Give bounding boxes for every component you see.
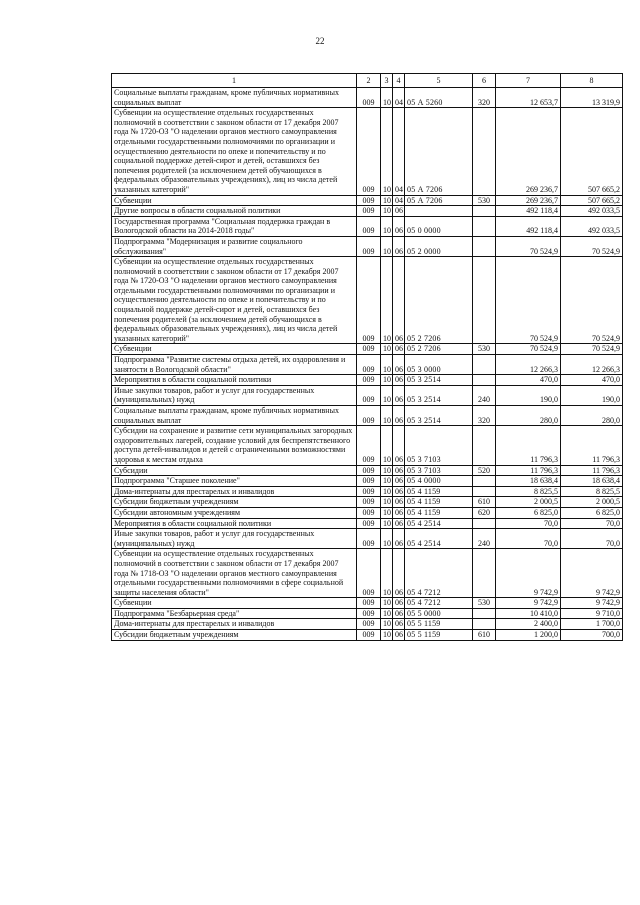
target-article: 05 3 7103 (405, 426, 473, 465)
section-code: 10 (381, 619, 393, 630)
row-description: Иные закупки товаров, работ и услуг для государственных (муниципальных) нужд (112, 529, 357, 549)
section-code: 10 (381, 385, 393, 405)
table-row (112, 465, 623, 476)
section-code: 10 (381, 257, 393, 344)
section-code: 10 (381, 375, 393, 386)
row-description: Государственная программа "Социальная поддержка граждан в Вологодской области на 2014-2018 годы" (112, 216, 357, 236)
section-code: 10 (381, 206, 393, 217)
amount-year-1: 470,0 (496, 375, 561, 386)
row-description: Субвенции (112, 598, 357, 609)
amount-year-1: 492 118,4 (496, 206, 561, 217)
amount-year-1: 70 524,9 (496, 344, 561, 355)
table-row (112, 88, 623, 108)
section-code: 10 (381, 486, 393, 497)
table-row (112, 630, 623, 641)
row-description: Субсидии бюджетным учреждениям (112, 497, 357, 508)
target-article: 05 2 7206 (405, 257, 473, 344)
ministry-code: 009 (357, 486, 381, 497)
ministry-code: 009 (357, 507, 381, 518)
ministry-code: 009 (357, 375, 381, 386)
row-description: Субсидии (112, 465, 357, 476)
row-description: Социальные выплаты гражданам, кроме публичных нормативных социальных выплат (112, 406, 357, 426)
amount-year-1: 6 825,0 (496, 507, 561, 518)
amount-year-1: 190,0 (496, 385, 561, 405)
row-description: Мероприятия в области социальной политики (112, 518, 357, 529)
section-code: 10 (381, 426, 393, 465)
table-row (112, 476, 623, 487)
amount-year-1: 492 118,4 (496, 216, 561, 236)
column-header: 4 (393, 74, 405, 88)
amount-year-2: 470,0 (561, 375, 623, 386)
target-article: 05 3 0000 (405, 355, 473, 375)
budget-table (111, 73, 623, 641)
target-article: 05 0 0000 (405, 216, 473, 236)
column-header: 3 (381, 74, 393, 88)
section-code: 10 (381, 598, 393, 609)
target-article: 05 4 1159 (405, 486, 473, 497)
table-row (112, 486, 623, 497)
target-article: 05 3 2514 (405, 406, 473, 426)
subsection-code: 04 (393, 108, 405, 195)
amount-year-1: 11 796,3 (496, 426, 561, 465)
section-code: 10 (381, 476, 393, 487)
section-code: 10 (381, 355, 393, 375)
amount-year-2: 11 796,3 (561, 465, 623, 476)
table-row (112, 257, 623, 344)
target-article: 05 А 7206 (405, 108, 473, 195)
amount-year-2: 2 000,5 (561, 497, 623, 508)
table-row (112, 236, 623, 256)
page-number: 22 (315, 36, 325, 46)
subsection-code: 04 (393, 195, 405, 206)
expense-type: 530 (473, 344, 496, 355)
amount-year-2: 70 524,9 (561, 257, 623, 344)
ministry-code: 009 (357, 344, 381, 355)
expense-type (473, 518, 496, 529)
amount-year-1: 9 742,9 (496, 549, 561, 598)
target-article: 05 3 7103 (405, 465, 473, 476)
subsection-code: 06 (393, 206, 405, 217)
column-header: 2 (357, 74, 381, 88)
amount-year-1: 280,0 (496, 406, 561, 426)
row-description: Дома-интернаты для престарелых и инвалидов (112, 619, 357, 630)
amount-year-2: 70 524,9 (561, 236, 623, 256)
ministry-code: 009 (357, 619, 381, 630)
row-description: Субсидии автономным учреждениям (112, 507, 357, 518)
target-article: 05 4 2514 (405, 529, 473, 549)
ministry-code: 009 (357, 497, 381, 508)
expense-type: 320 (473, 88, 496, 108)
amount-year-1: 269 236,7 (496, 108, 561, 195)
ministry-code: 009 (357, 426, 381, 465)
row-description: Другие вопросы в области социальной политики (112, 206, 357, 217)
amount-year-2: 11 796,3 (561, 426, 623, 465)
table-row (112, 355, 623, 375)
table-row (112, 529, 623, 549)
amount-year-2: 492 033,5 (561, 216, 623, 236)
row-description: Мероприятия в области социальной политики (112, 375, 357, 386)
subsection-code: 06 (393, 355, 405, 375)
subsection-code: 06 (393, 608, 405, 619)
expense-type (473, 257, 496, 344)
column-header: 5 (405, 74, 473, 88)
section-code: 10 (381, 108, 393, 195)
subsection-code: 06 (393, 344, 405, 355)
ministry-code: 009 (357, 385, 381, 405)
amount-year-1: 9 742,9 (496, 598, 561, 609)
column-header: 7 (496, 74, 561, 88)
row-description: Подпрограмма "Безбарьерная среда" (112, 608, 357, 619)
row-description: Субвенции (112, 344, 357, 355)
row-description: Подпрограмма "Старшее поколение" (112, 476, 357, 487)
expense-type (473, 608, 496, 619)
subsection-code: 06 (393, 257, 405, 344)
section-code: 10 (381, 236, 393, 256)
ministry-code: 009 (357, 257, 381, 344)
expense-type: 530 (473, 195, 496, 206)
subsection-code: 06 (393, 375, 405, 386)
section-code: 10 (381, 507, 393, 518)
amount-year-2: 9 710,0 (561, 608, 623, 619)
subsection-code: 06 (393, 549, 405, 598)
section-code: 10 (381, 465, 393, 476)
table-row (112, 344, 623, 355)
target-article: 05 5 1159 (405, 630, 473, 641)
target-article: 05 5 1159 (405, 619, 473, 630)
amount-year-2: 492 033,5 (561, 206, 623, 217)
table-row (112, 497, 623, 508)
column-header: 8 (561, 74, 623, 88)
amount-year-2: 70,0 (561, 529, 623, 549)
row-description: Субвенции (112, 195, 357, 206)
subsection-code: 06 (393, 619, 405, 630)
table-row (112, 549, 623, 598)
ministry-code: 009 (357, 529, 381, 549)
amount-year-2: 280,0 (561, 406, 623, 426)
section-code: 10 (381, 216, 393, 236)
amount-year-1: 2 000,5 (496, 497, 561, 508)
target-article: 05 4 2514 (405, 518, 473, 529)
section-code: 10 (381, 608, 393, 619)
table-row (112, 507, 623, 518)
subsection-code: 06 (393, 465, 405, 476)
ministry-code: 009 (357, 216, 381, 236)
target-article: 05 4 7212 (405, 549, 473, 598)
ministry-code: 009 (357, 195, 381, 206)
amount-year-2: 507 665,2 (561, 108, 623, 195)
amount-year-2: 190,0 (561, 385, 623, 405)
ministry-code: 009 (357, 108, 381, 195)
expense-type (473, 486, 496, 497)
amount-year-2: 12 266,3 (561, 355, 623, 375)
ministry-code: 009 (357, 236, 381, 256)
row-description: Подпрограмма "Развитие системы отдыха детей, их оздоровления и занятости в Вологодской области" (112, 355, 357, 375)
column-header: 1 (112, 74, 357, 88)
amount-year-2: 8 825,5 (561, 486, 623, 497)
target-article (405, 206, 473, 217)
row-description: Субвенции на осуществление отдельных государственных полномочий в соответствии с законом области от 17 декабря 2007 года № 1720-ОЗ "О наделении органов местного самоуправления отдельными государственными полномочиями по организации и осуществлению деятельности по опеке и попечительству и по социальной поддержке детей-сирот и детей, оставшихся без попечения родителей (за исключением детей обучающихся в федеральных образовательных учреждениях), лиц из числа детей указанных категорий" (112, 108, 357, 195)
row-description: Дома-интернаты для престарелых и инвалидов (112, 486, 357, 497)
section-code: 10 (381, 529, 393, 549)
expense-type (473, 108, 496, 195)
column-header: 6 (473, 74, 496, 88)
row-description: Субсидии на сохранение и развитие сети муниципальных загородных оздоровительных лагерей, создание условий для беспрепятственного доступа детей-инвалидов и детей с ограниченными возможностями здоровья к местам отдыха (112, 426, 357, 465)
expense-type (473, 375, 496, 386)
amount-year-1: 70 524,9 (496, 236, 561, 256)
amount-year-1: 2 400,0 (496, 619, 561, 630)
expense-type (473, 236, 496, 256)
amount-year-2: 1 700,0 (561, 619, 623, 630)
amount-year-1: 18 638,4 (496, 476, 561, 487)
target-article: 05 А 7206 (405, 195, 473, 206)
subsection-code: 06 (393, 507, 405, 518)
expense-type: 520 (473, 465, 496, 476)
table-row (112, 426, 623, 465)
subsection-code: 06 (393, 236, 405, 256)
expense-type: 610 (473, 497, 496, 508)
target-article: 05 3 2514 (405, 385, 473, 405)
amount-year-2: 18 638,4 (561, 476, 623, 487)
section-code: 10 (381, 518, 393, 529)
amount-year-1: 12 653,7 (496, 88, 561, 108)
row-description: Иные закупки товаров, работ и услуг для государственных (муниципальных) нужд (112, 385, 357, 405)
amount-year-2: 9 742,9 (561, 549, 623, 598)
row-description: Социальные выплаты гражданам, кроме публичных нормативных социальных выплат (112, 88, 357, 108)
ministry-code: 009 (357, 598, 381, 609)
subsection-code: 06 (393, 598, 405, 609)
amount-year-1: 269 236,7 (496, 195, 561, 206)
table-row (112, 195, 623, 206)
table-row (112, 598, 623, 609)
table-row (112, 206, 623, 217)
amount-year-1: 70 524,9 (496, 257, 561, 344)
amount-year-2: 70 524,9 (561, 344, 623, 355)
expense-type (473, 476, 496, 487)
target-article: 05 2 7206 (405, 344, 473, 355)
table-row (112, 385, 623, 405)
amount-year-1: 8 825,5 (496, 486, 561, 497)
amount-year-1: 10 410,0 (496, 608, 561, 619)
expense-type (473, 549, 496, 598)
row-description: Подпрограмма "Модернизация и развитие социального обслуживания" (112, 236, 357, 256)
amount-year-1: 12 266,3 (496, 355, 561, 375)
expense-type: 620 (473, 507, 496, 518)
target-article: 05 4 1159 (405, 507, 473, 518)
subsection-code: 06 (393, 497, 405, 508)
table-row (112, 608, 623, 619)
table-row (112, 108, 623, 195)
expense-type: 240 (473, 385, 496, 405)
target-article: 05 4 7212 (405, 598, 473, 609)
subsection-code: 06 (393, 518, 405, 529)
ministry-code: 009 (357, 206, 381, 217)
section-code: 10 (381, 497, 393, 508)
amount-year-1: 11 796,3 (496, 465, 561, 476)
ministry-code: 009 (357, 355, 381, 375)
amount-year-2: 700,0 (561, 630, 623, 641)
table-header-row (112, 74, 623, 88)
section-code: 10 (381, 344, 393, 355)
expense-type: 240 (473, 529, 496, 549)
section-code: 10 (381, 88, 393, 108)
section-code: 10 (381, 549, 393, 598)
amount-year-2: 6 825,0 (561, 507, 623, 518)
amount-year-2: 13 319,9 (561, 88, 623, 108)
expense-type: 530 (473, 598, 496, 609)
expense-type: 320 (473, 406, 496, 426)
section-code: 10 (381, 195, 393, 206)
ministry-code: 009 (357, 608, 381, 619)
amount-year-2: 70,0 (561, 518, 623, 529)
target-article: 05 А 5260 (405, 88, 473, 108)
section-code: 10 (381, 406, 393, 426)
ministry-code: 009 (357, 630, 381, 641)
expense-type: 610 (473, 630, 496, 641)
ministry-code: 009 (357, 465, 381, 476)
amount-year-2: 9 742,9 (561, 598, 623, 609)
amount-year-2: 507 665,2 (561, 195, 623, 206)
subsection-code: 06 (393, 406, 405, 426)
table-row (112, 216, 623, 236)
ministry-code: 009 (357, 549, 381, 598)
row-description: Субсидии бюджетным учреждениям (112, 630, 357, 641)
target-article: 05 5 0000 (405, 608, 473, 619)
subsection-code: 06 (393, 426, 405, 465)
subsection-code: 06 (393, 476, 405, 487)
ministry-code: 009 (357, 88, 381, 108)
amount-year-1: 1 200,0 (496, 630, 561, 641)
table-row (112, 406, 623, 426)
expense-type (473, 619, 496, 630)
table-row (112, 518, 623, 529)
subsection-code: 06 (393, 385, 405, 405)
subsection-code: 06 (393, 486, 405, 497)
target-article: 05 4 0000 (405, 476, 473, 487)
expense-type (473, 206, 496, 217)
ministry-code: 009 (357, 406, 381, 426)
subsection-code: 06 (393, 216, 405, 236)
subsection-code: 04 (393, 88, 405, 108)
section-code: 10 (381, 630, 393, 641)
table-row (112, 375, 623, 386)
target-article: 05 3 2514 (405, 375, 473, 386)
subsection-code: 06 (393, 529, 405, 549)
expense-type (473, 355, 496, 375)
expense-type (473, 216, 496, 236)
subsection-code: 06 (393, 630, 405, 641)
target-article: 05 4 1159 (405, 497, 473, 508)
amount-year-1: 70,0 (496, 518, 561, 529)
amount-year-1: 70,0 (496, 529, 561, 549)
row-description: Субвенции на осуществление отдельных государственных полномочий в соответствии с законом области от 17 декабря 2007 года № 1720-ОЗ "О наделении органов местного самоуправления отдельными государственными полномочиями по организации и осуществлению деятельности по опеке и попечительству и по социальной поддержке детей-сирот и детей, оставшихся без попечения родителей (за исключением детей обучающихся в федеральных образовательных учреждениях), лиц из числа детей указанных категорий" (112, 257, 357, 344)
expense-type (473, 426, 496, 465)
target-article: 05 2 0000 (405, 236, 473, 256)
ministry-code: 009 (357, 518, 381, 529)
ministry-code: 009 (357, 476, 381, 487)
table-row (112, 619, 623, 630)
row-description: Субвенции на осуществление отдельных государственных полномочий в соответствии с законом области от 17 декабря 2007 года № 1718-ОЗ "О наделении органов местного самоуправления отдельными государственными полномочиями в сфере социальной защиты населения области" (112, 549, 357, 598)
